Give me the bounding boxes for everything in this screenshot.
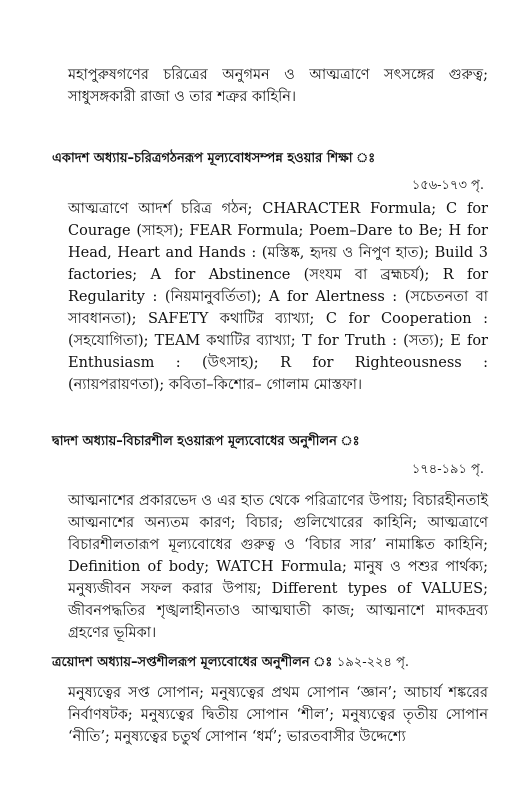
chapter-13-body: মনুষ্যত্বের সপ্ত সোপান; মনুষ্যত্বের প্রথম সোপান ‘জ্ঞান’; আচার্য শঙ্করের নির্বাণষটক; মনুষ্যত্বের দ্বিতীয় সোপান ‘শীল’; মনুষ্যত্বের তৃতীয় সোপান ‘নীতি’; মনুষ্যত্বের চতুর্থ সোপান ‘ধর্ম’; ভারতবাসীর উদ্দেশ্যে (68, 685, 488, 745)
chapter-12-pages: ১৭৪-১৯১ পৃ. (411, 462, 484, 477)
chapter-11-heading: একাদশ অধ্যায়–চরিত্রগঠনরূপ মূল্যবোধসম্পন্ন হওয়ার শিক্ষা ঃ (52, 151, 376, 166)
chapter-13-pages: ১৯২-২২৪ পৃ. (336, 655, 410, 670)
chapter-12-body: আত্মনাশের প্রকারভেদ ও এর হাত থেকে পরিত্রাণের উপায়; বিচারহীনতাই আত্মনাশের অন্যতম কারণ; বিচার; গুলিখোরের কাহিনি; আত্মত্রাণে বিচারশীলতারূপ মূল্যবোধের গুরুত্ব ও ‘বিচার সার’ নামাঙ্কিত কাহিনি; Definition of body; WATCH Formula; মানুষ ও পশুর পার্থক্য; মনুষ্যজীবন সফল করার উপায়; Different types of VALUES; জীবনপদ্ধতির শৃঙ্খলাহীনতাও আত্মঘাতী কাজ; আত্মনাশে মাদকদ্রব্য গ্রহণের ভূমিকা। (68, 493, 488, 641)
chapter-11-body: আত্মত্রাণে আদর্শ চরিত্র গঠন; CHARACTER Formula; C for Courage (সাহস); FEAR Formula; Poem–Dare to Be; H for Head, Heart and Hands : (মস্তিষ্ক, হৃদয় ও নিপুণ হাত); Build 3 factories; A for Abstinence (সংযম বা ব্রহ্মচর্য); R for Regularity : (নিয়মানুবর্তিতা); A for Alertness : (সচেতনতা বা সাবধানতা); SAFETY কথাটির ব্যাখ্যা; C for Cooperation : (সহযোগিতা); TEAM কথাটির ব্যাখ্যা; T for Truth : (সত্য); E for Enthusiasm : (উৎসাহ); R for Righteousness : (ন্যায়পরায়ণতা); কবিতা–কিশোর– গোলাম মোস্তফা। (68, 201, 488, 393)
chapter-13-heading (52, 654, 492, 672)
chapter-12-heading: দ্বাদশ অধ্যায়–বিচারশীল হওয়ারূপ মূল্যবোধের অনুশীলন ঃ (52, 434, 360, 449)
chapter-13-title: ত্রয়োদশ অধ্যায়–সপ্তশীলরূপ মূল্যবোধের অনুশীলন ঃ (52, 655, 333, 670)
chapter-11-pages: ১৫৬-১৭৩ পৃ. (411, 178, 484, 193)
intro-paragraph: মহাপুরুষগণের চরিত্রের অনুগমন ও আত্মত্রাণে সৎসঙ্গের গুরুত্ব; সাধুসঙ্গকারী রাজা ও তার শত্রুর কাহিনি। (68, 67, 488, 105)
